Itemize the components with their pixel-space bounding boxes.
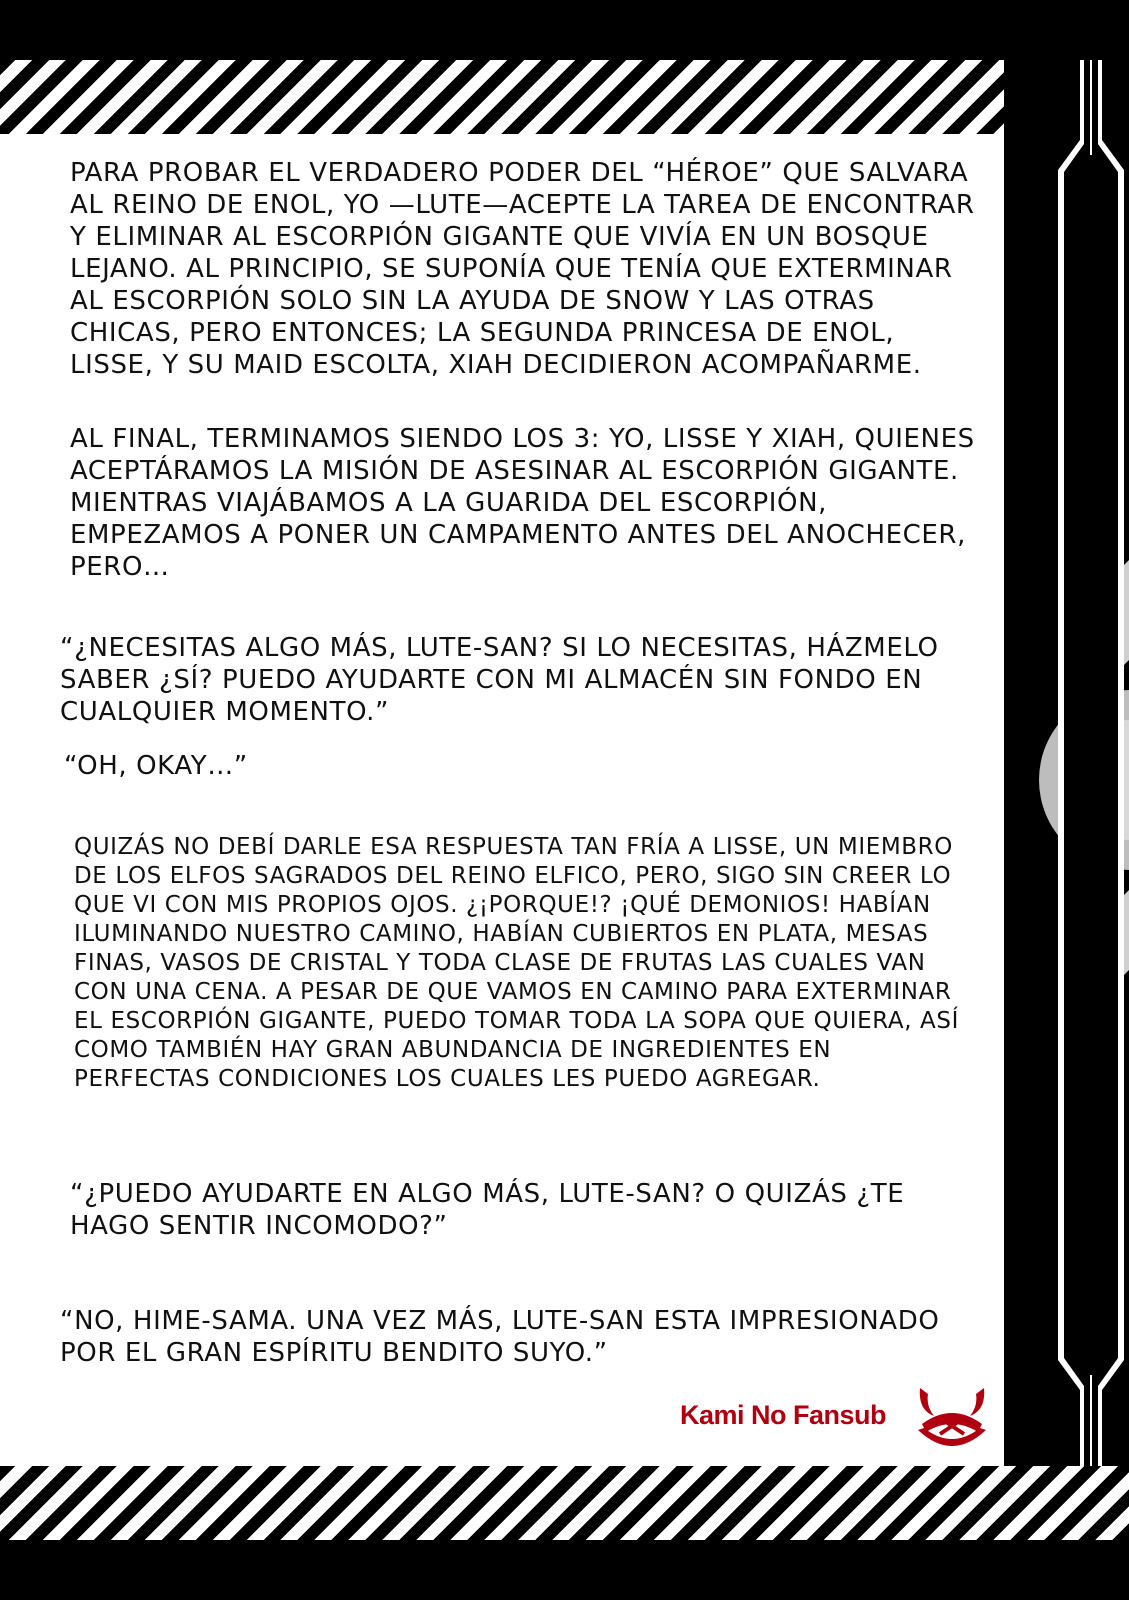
bottom-black-band xyxy=(0,1540,1129,1600)
top-black-band xyxy=(0,0,1129,60)
narration-paragraph-2: AL FINAL, TERMINAMOS SIENDO LOS 3: YO, LISSE Y XIAH, QUIENES ACEPTÁRAMOS LA MISIÓN DE ASESINAR AL ESCORPIÓN GIGANTE. MIENTRAS VIAJÁBAMOS A LA GUARIDA DEL ESCORPIÓN, EMPEZAMOS A PONER UN CAMPAMENTO ANTES DEL ANOCHECER, PERO… xyxy=(70,424,975,582)
dialogue-lisse-2: “¿PUEDO AYUDARTE EN ALGO MÁS, LUTE-SAN? O QUIZÁS ¿TE HAGO SENTIR INCOMODO?” xyxy=(70,1179,905,1241)
dialogue-lute-1: “OH, OKAY…” xyxy=(64,751,248,781)
fansub-logo-text: Kami No Fansub xyxy=(680,1400,887,1430)
right-side-decoration xyxy=(1004,60,1129,1540)
narration-paragraph-1: PARA PROBAR EL VERDADERO PODER DEL “HÉROE” QUE SALVARA AL REINO DE ENOL, YO —LUTE—ACEPTE LA TAREA DE ENCONTRAR Y ELIMINAR AL ESCORPIÓN GIGANTE QUE VIVÍA EN UN BOSQUE LEJANO. AL PRINCIPIO, SE SUPONÍA QUE TENÍA QUE EXTERMINAR AL ESCORPIÓN SOLO SIN LA AYUDA DE SNOW Y LAS OTRAS CHICAS, PERO ENTONCES; LA SEGUNDA PRINCESA DE ENOL, LISSE, Y SU MAID ESCOLTA, XIAH DECIDIERON ACOMPAÑARME. xyxy=(70,158,975,380)
fansub-logo xyxy=(680,1382,1000,1452)
top-hazard-stripes xyxy=(0,60,1129,134)
devil-mask-icon xyxy=(912,1382,992,1452)
bottom-hazard-stripes xyxy=(0,1466,1129,1540)
dialogue-lisse-1: “¿NECESITAS ALGO MÁS, LUTE-SAN? SI LO NECESITAS, HÁZMELO SABER ¿SÍ? PUEDO AYUDARTE CON MI ALMACÉN SIN FONDO EN CUALQUIER MOMENTO.” xyxy=(60,633,939,727)
narration-paragraph-3: QUIZÁS NO DEBÍ DARLE ESA RESPUESTA TAN FRÍA A LISSE, UN MIEMBRO DE LOS ELFOS SAGRADOS DEL REINO ELFICO, PERO, SIGO SIN CREER LO QUE VI CON MIS PROPIOS OJOS. ¿¡PORQUE!? ¡QUÉ DEMONIOS! HABÍAN ILUMINANDO NUESTRO CAMINO, HABÍAN CUBIERTOS EN PLATA, MESAS FINAS, VASOS DE CRISTAL Y TODA CLASE DE FRUTAS LAS CUALES VAN CON UNA CENA. A PESAR DE QUE VAMOS EN CAMINO PARA EXTERMINAR EL ESCORPIÓN GIGANTE, PUEDO TOMAR TODA LA SOPA QUE QUIERA, ASÍ COMO TAMBIÉN HAY GRAN ABUNDANCIA DE INGREDIENTES EN PERFECTAS CONDICIONES LOS CUALES LES PUEDO AGREGAR. xyxy=(74,834,959,1092)
dialogue-xiah-1: “NO, HIME-SAMA. UNA VEZ MÁS, LUTE-SAN ESTA IMPRESIONADO POR EL GRAN ESPÍRITU BENDITO SUYO.” xyxy=(60,1306,940,1368)
